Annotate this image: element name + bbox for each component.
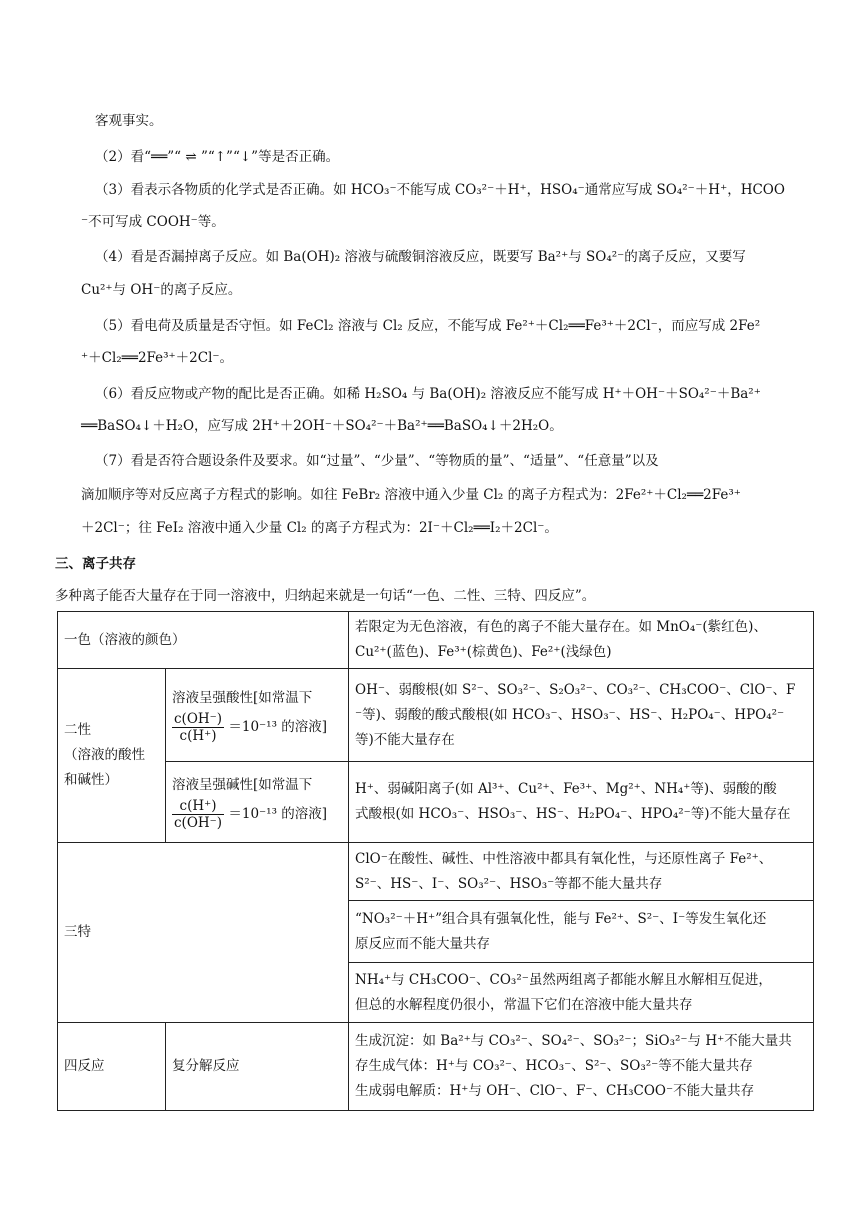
ion-coexistence-table — [57, 611, 814, 1111]
cell-label: 一色（溶液的颜色） — [64, 631, 186, 648]
paragraph-rule-6-line1: （6）看反应物或产物的配比是否正确。如稀 H₂SO₄ 与 Ba(OH)₂ 溶液反应不能写成 H⁺＋OH⁻＋SO₄²⁻＋Ba²⁺ — [95, 386, 761, 402]
special-item-2 — [349, 901, 814, 963]
row-content-color — [349, 612, 814, 669]
cell-line: 溶液呈强酸性[如常温下 — [172, 690, 313, 706]
special-item-1 — [349, 843, 814, 901]
table-row — [58, 669, 814, 762]
fraction-denominator: c(H⁺) — [179, 728, 217, 744]
cell-line: OH⁻、弱酸根(如 S²⁻、SO₃²⁻、S₂O₃²⁻、CO₃²⁻、CH₃COO⁻、ClO⁻、F — [355, 681, 796, 698]
base-condition-cell — [166, 762, 349, 843]
ratio-fraction — [172, 711, 224, 744]
section-intro: 多种离子能否大量存在于同一溶液中，归纳起来就是一句话“一色、二性、三特、四反应”。 — [55, 588, 596, 604]
cell-line: Cu²⁺(蓝色)、Fe³⁺(棕黄色)、Fe²⁺(浅绿色) — [355, 644, 612, 660]
cell-label: 三特 — [64, 924, 91, 940]
cell-line: 二性 — [64, 722, 91, 738]
cell-line: S²⁻、HS⁻、I⁻、SO₃²⁻、HSO₃⁻等都不能大量共存 — [355, 875, 663, 892]
cell-line: 等)不能大量存在 — [355, 731, 455, 748]
row-label-acidity — [58, 669, 166, 843]
acid-content-cell — [349, 669, 814, 762]
section-heading: 三、离子共存 — [55, 556, 136, 572]
base-content-cell — [349, 762, 814, 843]
paragraph-rule-3-line2: ⁻不可写成 COOH⁻等。 — [81, 214, 225, 230]
cell-line: “NO₃²⁻＋H⁺”组合具有强氧化性，能与 Fe²⁺、S²⁻、I⁻等发生氧化还 — [355, 910, 767, 927]
paragraph-rule-4-line1: （4）看是否漏掉离子反应。如 Ba(OH)₂ 溶液与硫酸铜溶液反应，既要写 Ba²⁺与 SO₄²⁻的离子反应，又要写 — [95, 249, 746, 265]
fraction-denominator: c(OH⁻) — [174, 815, 223, 831]
cell-line: 式酸根(如 HCO₃⁻、HSO₃⁻、HS⁻、H₂PO₄⁻、HPO₄²⁻等)不能大量存在 — [355, 806, 791, 822]
cell-line: 和碱性） — [64, 772, 118, 788]
paragraph-rule-5-line1: （5）看电荷及质量是否守恒。如 FeCl₂ 溶液与 Cl₂ 反应，不能写成 Fe²⁺＋Cl₂══Fe³⁺＋2Cl⁻，而应写成 2Fe² — [95, 318, 761, 334]
paragraph-rule-3-line1: （3）看表示各物质的化学式是否正确。如 HCO₃⁻不能写成 CO₃²⁻＋H⁺，HSO₄⁻通常应写成 SO₄²⁻＋H⁺，HCOO — [95, 182, 785, 198]
cell-line: 但总的水解程度仍很小，常温下它们在溶液中能大量共存 — [355, 996, 693, 1013]
fraction-numerator: c(H⁺) — [172, 798, 224, 815]
paragraph-rule-6-line2: ══BaSO₄↓＋H₂O，应写成 2H⁺＋2OH⁻＋SO₄²⁻＋Ba²⁺══BaSO₄↓＋2H₂O。 — [81, 418, 563, 434]
fraction-tail: ＝10⁻¹³ 的溶液] — [228, 719, 328, 735]
fraction-numerator: c(OH⁻) — [174, 711, 223, 727]
paragraph-rule-7-line3: ＋2Cl⁻；往 FeI₂ 溶液中通入少量 Cl₂ 的离子方程式为：2I⁻＋Cl₂══I₂＋2Cl⁻。 — [81, 520, 558, 536]
cell-line: 生成沉淀：如 Ba²⁺与 CO₃²⁻、SO₄²⁻、SO₃²⁻；SiO₃²⁻与 H⁺不能大量共 — [355, 1033, 792, 1049]
acid-condition-cell — [166, 669, 349, 762]
row-label-reaction — [58, 1023, 166, 1111]
acid-fraction-line — [172, 711, 342, 744]
table-row — [58, 843, 814, 901]
cell-label: 复分解反应 — [172, 1058, 240, 1074]
special-item-3 — [349, 963, 814, 1023]
cell-line: 溶液呈强碱性[如常温下 — [172, 777, 313, 793]
reaction-type-cell — [166, 1023, 349, 1111]
row-label-special — [58, 843, 349, 1023]
base-fraction-line — [172, 798, 342, 831]
cell-line: 生成弱电解质：H⁺与 OH⁻、ClO⁻、F⁻、CH₃COO⁻不能大量共存 — [355, 1083, 755, 1099]
fraction-tail: ＝10⁻¹³ 的溶液] — [228, 806, 328, 822]
table-row — [58, 612, 814, 669]
cell-line: ⁻等)、弱酸的酸式酸根(如 HCO₃⁻、HSO₃⁻、HS⁻、H₂PO₄⁻、HPO₄²⁻ — [355, 706, 785, 723]
table-row — [58, 762, 814, 843]
paragraph-rule-4-line2: Cu²⁺与 OH⁻的离子反应。 — [81, 282, 242, 298]
cell-line: 若限定为无色溶液，有色的离子不能大量存在。如 MnO₄⁻(紫红色)、 — [355, 619, 767, 635]
paragraph-rule-2: （2）看“══”“ ⇌ ”“↑”“↓”等是否正确。 — [95, 149, 340, 165]
paragraph-rule-7-line2: 滴加顺序等对反应离子方程式的影响。如往 FeBr₂ 溶液中通入少量 Cl₂ 的离子方程式为：2Fe²⁺＋Cl₂══2Fe³⁺ — [81, 487, 741, 503]
cell-label: 四反应 — [64, 1058, 105, 1074]
cell-line: H⁺、弱碱阳离子(如 Al³⁺、Cu²⁺、Fe³⁺、Mg²⁺、NH₄⁺等)、弱酸的酸 — [355, 781, 777, 797]
cell-line: （溶液的酸性 — [64, 747, 145, 763]
table-row — [58, 1023, 814, 1111]
row-label-color — [58, 612, 349, 669]
reaction-content-cell — [349, 1023, 814, 1111]
paragraph-rule-7-line1: （7）看是否符合题设条件及要求。如“过量”、“少量”、“等物质的量”、“适量”、“任意量”以及 — [95, 453, 659, 469]
cell-line: 原反应而不能大量共存 — [355, 935, 490, 952]
cell-line: 存生成气体：H⁺与 CO₃²⁻、HCO₃⁻、S²⁻、SO₃²⁻等不能大量共存 — [355, 1058, 753, 1074]
paragraph-continuation: 客观事实。 — [95, 113, 163, 129]
ratio-fraction — [172, 798, 224, 831]
cell-line: NH₄⁺与 CH₃COO⁻、CO₃²⁻虽然两组离子都能水解且水解相互促进， — [355, 971, 772, 988]
cell-line: ClO⁻在酸性、碱性、中性溶液中都具有氧化性，与还原性离子 Fe²⁺、 — [355, 850, 773, 867]
paragraph-rule-5-line2: ⁺＋Cl₂══2Fe³⁺＋2Cl⁻。 — [81, 350, 234, 366]
